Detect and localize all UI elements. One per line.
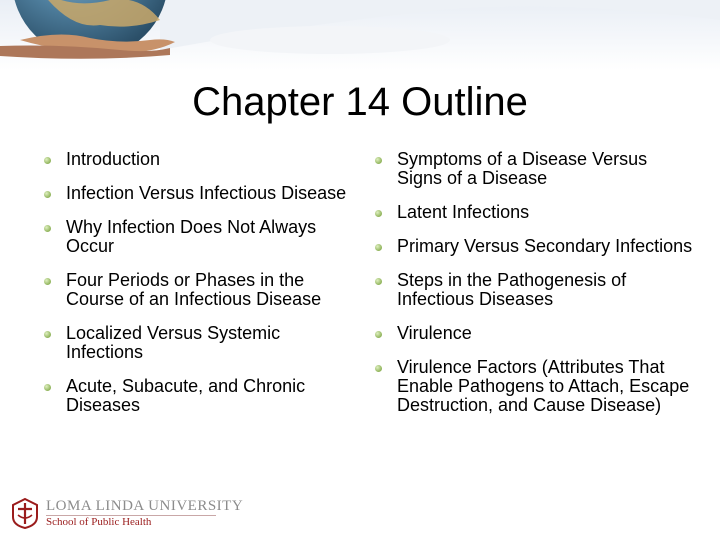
green-dot-bullet-icon xyxy=(44,225,51,232)
header-banner xyxy=(0,0,720,70)
outline-item-text: Introduction xyxy=(66,149,161,169)
globe-in-hands-icon xyxy=(0,0,720,70)
outline-item xyxy=(44,271,359,309)
green-dot-bullet-icon xyxy=(44,191,51,198)
green-dot-bullet-icon xyxy=(375,331,382,338)
outline-item-text: Virulence xyxy=(397,323,472,343)
green-dot-bullet-icon xyxy=(375,244,382,251)
green-dot-bullet-icon xyxy=(375,365,382,372)
outline-item xyxy=(375,271,695,309)
outline-item-text: Localized Versus Systemic Infections xyxy=(66,323,281,362)
green-dot-bullet-icon xyxy=(375,210,382,217)
outline-item xyxy=(44,150,359,169)
outline-left-column xyxy=(44,150,359,415)
green-dot-bullet-icon xyxy=(44,278,51,285)
outline-item xyxy=(44,218,359,256)
green-dot-bullet-icon xyxy=(375,157,382,164)
outline-item xyxy=(375,203,695,222)
green-dot-bullet-icon xyxy=(375,278,382,285)
outline-item-text: Primary Versus Secondary Infections xyxy=(397,236,693,256)
outline-item-text: Steps in the Pathogenesis of Infectious Diseases xyxy=(397,270,627,309)
outline-right-column xyxy=(375,150,695,415)
outline-item xyxy=(375,150,695,188)
outline-item-text: Symptoms of a Disease Versus Signs of a Disease xyxy=(397,149,648,188)
outline-item xyxy=(44,377,359,415)
outline-item-text: Virulence Factors (Attributes That Enable Pathogens to Attach, Escape Destruction, and Cause Disease) xyxy=(397,357,690,415)
green-dot-bullet-icon xyxy=(44,157,51,164)
outline-item xyxy=(375,324,695,343)
outline-item xyxy=(375,358,695,415)
institution-name: LOMA LINDA UNIVERSITY xyxy=(46,498,244,514)
university-seal-icon xyxy=(10,497,40,529)
outline-item xyxy=(44,184,359,203)
outline-item-text: Why Infection Does Not Always Occur xyxy=(66,217,317,256)
green-dot-bullet-icon xyxy=(44,384,51,391)
outline-item xyxy=(375,237,695,256)
outline-item-text: Four Periods or Phases in the Course of an Infectious Disease xyxy=(66,270,322,309)
slide-title: Chapter 14 Outline xyxy=(192,80,528,124)
outline-item-text: Infection Versus Infectious Disease xyxy=(66,183,347,203)
footer-logo xyxy=(10,497,244,531)
school-name: School of Public Health xyxy=(46,516,152,528)
outline-item-text: Latent Infections xyxy=(397,202,530,222)
outline-item xyxy=(44,324,359,362)
outline-item-text: Acute, Subacute, and Chronic Diseases xyxy=(66,376,306,415)
green-dot-bullet-icon xyxy=(44,331,51,338)
